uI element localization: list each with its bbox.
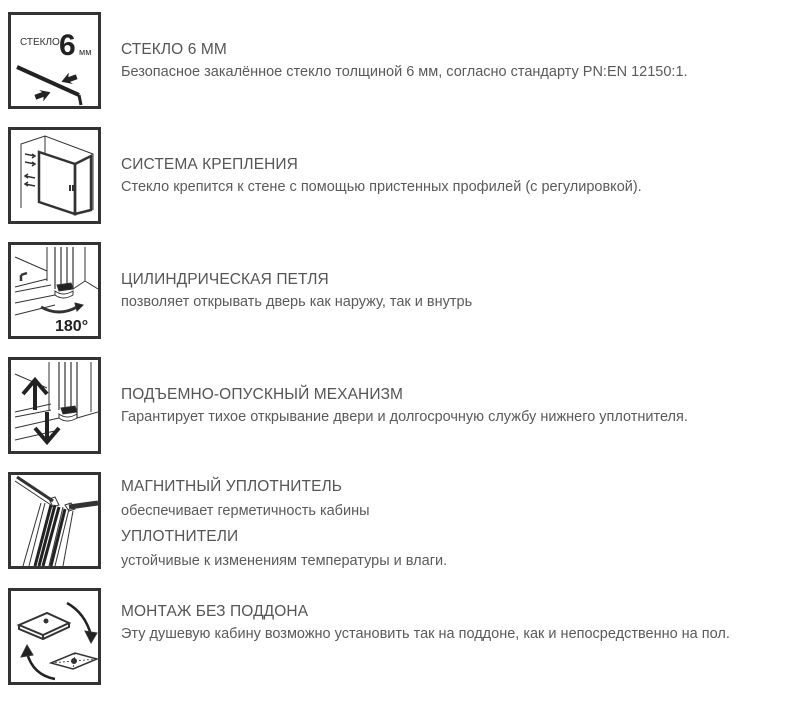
no-tray-install-icon <box>8 588 101 685</box>
svg-text:180°: 180° <box>55 318 89 335</box>
feature-title: ЦИЛИНДРИЧЕСКАЯ ПЕТЛЯ <box>121 271 329 288</box>
feature-lift-mechanism <box>0 357 808 472</box>
feature-title-secondary: УПЛОТНИТЕЛИ <box>121 528 239 545</box>
feature-magnetic-seal <box>0 472 808 587</box>
feature-description: Гарантирует тихое открывание двери и долгосрочную службу нижнего уплотнителя. <box>121 409 688 425</box>
feature-description-secondary: устойчивые к изменениям температуры и влаги. <box>121 553 448 569</box>
icon-glass-label: СТЕКЛО <box>20 37 60 48</box>
svg-text:мм: мм <box>79 47 92 57</box>
feature-title: СИСТЕМА КРЕПЛЕНИЯ <box>121 156 298 173</box>
feature-glass-6mm <box>0 12 808 127</box>
lift-mechanism-icon <box>8 357 101 454</box>
feature-description: Эту душевую кабину возможно установить так на поддоне, как и непосредственно на пол. <box>121 626 730 642</box>
feature-title: ПОДЪЕМНО-ОПУСКНЫЙ МЕХАНИЗМ <box>121 386 404 403</box>
feature-description: обеспечивает герметичность кабины <box>121 503 370 519</box>
glass-6mm-icon <box>8 12 101 109</box>
feature-mounting-system <box>0 127 808 242</box>
feature-description: Стекло крепится к стене с помощью пристенных профилей (с регулировкой). <box>121 179 642 195</box>
feature-cylindrical-hinge <box>0 242 808 357</box>
svg-text:6: 6 <box>59 29 76 62</box>
feature-title: МОНТАЖ БЕЗ ПОДДОНА <box>121 603 309 620</box>
feature-title: СТЕКЛО 6 ММ <box>121 41 227 58</box>
cylindrical-hinge-icon <box>8 242 101 339</box>
feature-description: Безопасное закалённое стекло толщиной 6 мм, согласно стандарту PN:EN 12150:1. <box>121 64 688 80</box>
feature-description: позволяет открывать дверь как наружу, так и внутрь <box>121 294 473 310</box>
wall-mounting-icon <box>8 127 101 224</box>
magnetic-seal-icon <box>8 472 101 569</box>
feature-title: МАГНИТНЫЙ УПЛОТНИТЕЛЬ <box>121 478 343 495</box>
feature-install-without-tray <box>0 588 808 703</box>
